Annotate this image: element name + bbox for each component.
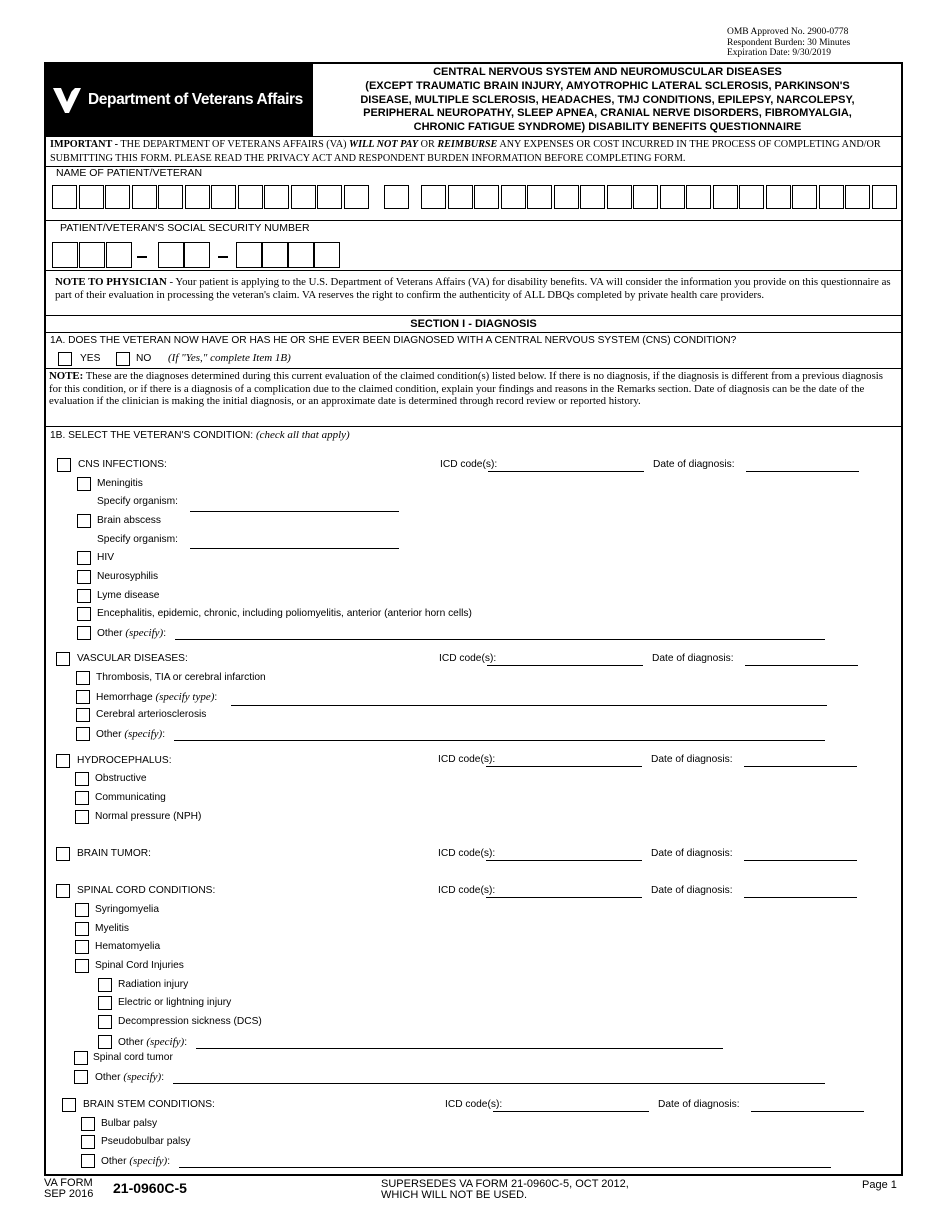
name-char-box[interactable] [79, 185, 104, 209]
name-char-box[interactable] [660, 185, 685, 209]
name-label: NAME OF PATIENT/VETERAN [56, 167, 203, 179]
va-form-label: VA FORM [44, 1177, 93, 1189]
colon: : [163, 628, 167, 639]
syringomyelia-checkbox[interactable] [75, 903, 89, 917]
myelitis-checkbox[interactable] [75, 922, 89, 936]
hydrocephalus-checkbox[interactable] [56, 754, 70, 768]
electric-checkbox[interactable] [98, 996, 112, 1010]
name-char-box[interactable] [501, 185, 526, 209]
vascular-date-label: Date of diagnosis: [652, 653, 734, 664]
hemorrhage-label [96, 691, 217, 703]
injuries-checkbox[interactable] [75, 959, 89, 973]
divider [46, 368, 901, 369]
hydro-icd-label: ICD code(s): [438, 754, 496, 765]
physician-note-lead: NOTE TO PHYSICIAN [55, 276, 167, 288]
supersedes-line-2: WHICH WILL NOT BE USED. [381, 1189, 528, 1201]
name-char-box[interactable] [474, 185, 499, 209]
abscess-organism-input[interactable] [190, 548, 399, 549]
specify-hint: (specify) [125, 627, 164, 639]
hydro-icd-input[interactable] [486, 766, 642, 767]
ssn-digit-box[interactable] [52, 242, 78, 268]
name-char-box[interactable] [105, 185, 130, 209]
other-text: Other [96, 729, 125, 740]
other-text: Other [101, 1156, 130, 1167]
specify-organism-label: Specify organism: [97, 534, 178, 545]
meningitis-checkbox[interactable] [77, 477, 91, 491]
name-char-box[interactable] [607, 185, 632, 209]
specify-hint: (specify) [124, 728, 163, 740]
encephalitis-checkbox[interactable] [77, 607, 91, 621]
specify-organism-label: Specify organism: [97, 496, 178, 507]
department-name: Department of Veterans Affairs [88, 91, 303, 108]
q1b-hint: (check all that apply) [255, 429, 350, 441]
specify-hint: (specify) [146, 1036, 185, 1048]
important-or: OR [418, 139, 438, 150]
name-char-box[interactable] [185, 185, 210, 209]
injuries-other-label [118, 1036, 187, 1048]
obstructive-checkbox[interactable] [75, 772, 89, 786]
vascular-checkbox[interactable] [56, 652, 70, 666]
physician-note [55, 276, 893, 301]
meningitis-label: Meningitis [97, 478, 143, 489]
spinal-other-input[interactable] [173, 1083, 825, 1084]
will-not-pay: WILL NOT PAY [349, 139, 419, 150]
brain-abscess-label: Brain abscess [97, 515, 161, 526]
spinal-icd-label: ICD code(s): [438, 885, 496, 896]
ssn-digit-box[interactable] [79, 242, 105, 268]
va-seal-icon [52, 86, 82, 114]
stem-date-input[interactable] [751, 1111, 864, 1112]
obstructive-label: Obstructive [95, 773, 147, 784]
va-logo-block [46, 64, 312, 136]
stem-icd-input[interactable] [493, 1111, 649, 1112]
tumor-icd-input[interactable] [486, 860, 642, 861]
name-char-box[interactable] [421, 185, 446, 209]
important-notice [50, 138, 898, 166]
vascular-other-label [96, 728, 165, 740]
header-divider [312, 64, 313, 136]
name-char-box[interactable] [132, 185, 157, 209]
hiv-label: HIV [97, 552, 114, 563]
ssn-label: PATIENT/VETERAN'S SOCIAL SECURITY NUMBER [60, 222, 310, 234]
name-char-box[interactable] [792, 185, 817, 209]
syringomyelia-label: Syringomyelia [95, 904, 159, 915]
form-number: 21-0960C-5 [113, 1180, 187, 1196]
name-char-box[interactable] [291, 185, 316, 209]
brain-stem-label: BRAIN STEM CONDITIONS: [83, 1099, 215, 1110]
stem-other-label [101, 1155, 170, 1167]
neurosyphilis-label: Neurosyphilis [97, 571, 159, 582]
ssn-digit-box[interactable] [314, 242, 340, 268]
stem-date-label: Date of diagnosis: [658, 1099, 740, 1110]
page-number: Page 1 [862, 1179, 897, 1191]
name-char-box[interactable] [211, 185, 236, 209]
footer-va-form [44, 1178, 93, 1200]
cns-icd-label: ICD code(s): [440, 459, 498, 470]
spinal-other-checkbox[interactable] [74, 1070, 88, 1084]
meningitis-organism-input[interactable] [190, 511, 399, 512]
stem-icd-label: ICD code(s): [445, 1099, 503, 1110]
divider [46, 332, 901, 333]
q1b-text: 1B. SELECT THE VETERAN'S CONDITION: [50, 430, 256, 441]
vascular-icd-label: ICD code(s): [439, 653, 497, 664]
cerebral-label: Cerebral arteriosclerosis [96, 709, 207, 720]
cns-date-label: Date of diagnosis: [653, 459, 735, 470]
nph-checkbox[interactable] [75, 810, 89, 824]
hemorrhage-text: Hemorrhage [96, 692, 156, 703]
no-checkbox[interactable] [116, 352, 130, 366]
cns-date-input[interactable] [746, 471, 859, 472]
form-title [316, 66, 899, 135]
spinal-date-input[interactable] [744, 897, 857, 898]
question-1b [50, 429, 350, 441]
supersedes-text [381, 1179, 629, 1201]
colon: : [214, 692, 218, 703]
name-char-box[interactable] [713, 185, 738, 209]
other-text: Other [95, 1072, 124, 1083]
hemorrhage-type-input[interactable] [231, 705, 827, 706]
brain-tumor-checkbox[interactable] [56, 847, 70, 861]
ssn-digit-box[interactable] [158, 242, 184, 268]
cns-infections-label: CNS INFECTIONS: [78, 459, 167, 470]
electric-label: Electric or lightning injury [118, 997, 232, 1008]
tumor-date-label: Date of diagnosis: [651, 848, 733, 859]
colon: : [162, 729, 166, 740]
ssn-digit-box[interactable] [288, 242, 314, 268]
ssn-dash [137, 256, 147, 258]
stem-other-checkbox[interactable] [81, 1154, 95, 1168]
title-line-5: CHRONIC FATIGUE SYNDROME) DISABILITY BENEFITS QUESTIONNAIRE [413, 121, 802, 134]
other-text: Other [97, 628, 126, 639]
vascular-other-checkbox[interactable] [76, 727, 90, 741]
name-char-box[interactable] [527, 185, 552, 209]
cns-other-checkbox[interactable] [77, 626, 91, 640]
injuries-other-input[interactable] [196, 1048, 723, 1049]
expiration-date: Expiration Date: 9/30/2019 [727, 48, 831, 58]
injuries-other-checkbox[interactable] [98, 1035, 112, 1049]
note-lead: NOTE: [49, 370, 84, 382]
name-char-box[interactable] [52, 185, 77, 209]
tumor-icd-label: ICD code(s): [438, 848, 496, 859]
spinal-checkbox[interactable] [56, 884, 70, 898]
other-text: Other [118, 1037, 147, 1048]
radiation-label: Radiation injury [118, 979, 189, 990]
cns-other-label [97, 627, 166, 639]
brain-abscess-checkbox[interactable] [77, 514, 91, 528]
hematomyelia-checkbox[interactable] [75, 940, 89, 954]
form-date: SEP 2016 [44, 1188, 94, 1200]
cerebral-checkbox[interactable] [76, 708, 90, 722]
reimburse: REIMBURSE [437, 139, 498, 150]
divider [46, 426, 901, 427]
neurosyphilis-checkbox[interactable] [77, 570, 91, 584]
thrombosis-checkbox[interactable] [76, 671, 90, 685]
sc-tumor-checkbox[interactable] [74, 1051, 88, 1065]
dcs-checkbox[interactable] [98, 1015, 112, 1029]
nph-label: Normal pressure (NPH) [95, 811, 202, 822]
yes-label: YES [80, 353, 101, 364]
encephalitis-label: Encephalitis, epidemic, chronic, including poliomyelitis, anterior (anterior horn cells) [97, 608, 472, 619]
name-char-box[interactable] [766, 185, 791, 209]
brain-stem-checkbox[interactable] [62, 1098, 76, 1112]
pseudobulbar-label: Pseudobulbar palsy [101, 1136, 191, 1147]
ssn-digit-box[interactable] [236, 242, 262, 268]
question-1a: 1A. DOES THE VETERAN NOW HAVE OR HAS HE OR SHE EVER BEEN DIAGNOSED WITH A CENTRAL NERVOUS SYSTEM (CNS) CONDITION? [50, 335, 737, 346]
divider [46, 315, 901, 316]
lyme-label: Lyme disease [97, 590, 160, 601]
name-char-box[interactable] [845, 185, 870, 209]
title-line-1: CENTRAL NERVOUS SYSTEM AND NEUROMUSCULAR DISEASES [433, 66, 782, 78]
hematomyelia-label: Hematomyelia [95, 941, 161, 952]
name-char-box[interactable] [686, 185, 711, 209]
spinal-label: SPINAL CORD CONDITIONS: [77, 885, 216, 896]
vascular-other-input[interactable] [174, 740, 825, 741]
spinal-other-label [95, 1071, 164, 1083]
hydro-date-input[interactable] [744, 766, 857, 767]
injuries-label: Spinal Cord Injuries [95, 960, 184, 971]
important-text-a: THE DEPARTMENT OF VETERANS AFFAIRS (VA) [118, 139, 350, 150]
divider [46, 136, 901, 137]
communicating-checkbox[interactable] [75, 791, 89, 805]
vascular-date-input[interactable] [745, 665, 858, 666]
specify-type-hint: (specify type) [155, 691, 215, 703]
omb-info [727, 27, 850, 59]
hemorrhage-checkbox[interactable] [76, 690, 90, 704]
hiv-checkbox[interactable] [77, 551, 91, 565]
cns-infections-checkbox[interactable] [57, 458, 71, 472]
name-char-box[interactable] [554, 185, 579, 209]
communicating-label: Communicating [95, 792, 166, 803]
thrombosis-label: Thrombosis, TIA or cerebral infarction [96, 672, 266, 683]
hydro-date-label: Date of diagnosis: [651, 754, 733, 765]
pseudobulbar-checkbox[interactable] [81, 1135, 95, 1149]
myelitis-label: Myelitis [95, 923, 129, 934]
section-title: SECTION I - DIAGNOSIS [410, 318, 537, 330]
yes-checkbox[interactable] [58, 352, 72, 366]
colon: : [184, 1037, 188, 1048]
dcs-label: Decompression sickness (DCS) [118, 1016, 262, 1027]
ssn-digit-box[interactable] [184, 242, 210, 268]
ssn-digit-box[interactable] [262, 242, 288, 268]
q1a-hint: (If "Yes," complete Item 1B) [168, 352, 291, 364]
divider [46, 220, 901, 221]
bulbar-checkbox[interactable] [81, 1117, 95, 1131]
note-text: These are the diagnoses determined during this current evaluation of the claimed condition(s) listed below. If there is no diagnosis, if the diagnosis is different from a previous diagnosis for this condition, or if there is a diagnosis of a complication due to the claimed condition, explain your findings and reasons in the Remarks section. Date of diagnosis can be the date of the evaluation if the clinician is making the initial diagnosis, or an approximate date is determined through record review or reported history. [49, 370, 883, 407]
title-line-3: DISEASE, MULTIPLE SCLEROSIS, HEADACHES, TMJ CONDITIONS, EPILEPSY, NARCOLEPSY, [360, 93, 855, 106]
diagnosis-note [49, 370, 897, 408]
name-char-box[interactable] [384, 185, 409, 209]
colon: : [167, 1156, 171, 1167]
tumor-date-input[interactable] [744, 860, 857, 861]
specify-hint: (specify) [129, 1155, 168, 1167]
omb-number: OMB Approved No. 2900-0778 [727, 27, 849, 37]
sc-tumor-label: Spinal cord tumor [93, 1052, 173, 1063]
name-char-box[interactable] [739, 185, 764, 209]
respondent-burden: Respondent Burden: 30 Minutes [727, 37, 851, 48]
title-line-2: (EXCEPT TRAUMATIC BRAIN INJURY, AMYOTROPHIC LATERAL SCLEROSIS, PARKINSON'S [365, 79, 850, 92]
name-char-box[interactable] [158, 185, 183, 209]
name-char-box[interactable] [344, 185, 369, 209]
title-line-4: PERIPHERAL NEUROPATHY, SLEEP APNEA, CRANIAL NERVE DISORDERS, FIBROMYALGIA, [363, 107, 852, 120]
important-text-b: ANY EXPENSES OR COST INCURRED IN THE PROCESS OF COMPLETING AND/OR SUBMITTING THIS FORM. PLEASE READ THE PRIVACY ACT AND RESPONDENT BURDEN INFORMATION BEFORE COMPLETING FORM. [50, 139, 881, 165]
name-char-box[interactable] [448, 185, 473, 209]
stem-other-input[interactable] [179, 1167, 831, 1168]
specify-hint: (specify) [123, 1071, 162, 1083]
spinal-icd-input[interactable] [486, 897, 642, 898]
ssn-digit-box[interactable] [106, 242, 132, 268]
name-char-box[interactable] [317, 185, 342, 209]
radiation-checkbox[interactable] [98, 978, 112, 992]
lyme-checkbox[interactable] [77, 589, 91, 603]
name-char-box[interactable] [238, 185, 263, 209]
cns-icd-input[interactable] [488, 471, 644, 472]
cns-other-input[interactable] [175, 639, 825, 640]
vascular-icd-input[interactable] [487, 665, 643, 666]
brain-tumor-label: BRAIN TUMOR: [77, 848, 151, 859]
vascular-label: VASCULAR DISEASES: [77, 653, 188, 664]
name-char-box[interactable] [819, 185, 844, 209]
name-char-box[interactable] [580, 185, 605, 209]
hydrocephalus-label: HYDROCEPHALUS: [77, 755, 172, 766]
divider [46, 270, 901, 271]
name-char-box[interactable] [633, 185, 658, 209]
important-lead: IMPORTANT - [50, 139, 119, 150]
colon: : [161, 1072, 165, 1083]
name-char-box[interactable] [872, 185, 897, 209]
name-char-box[interactable] [264, 185, 289, 209]
ssn-dash [218, 256, 228, 258]
spinal-date-label: Date of diagnosis: [651, 885, 733, 896]
no-label: NO [136, 353, 152, 364]
supersedes-line-1: SUPERSEDES VA FORM 21-0960C-5, OCT 2012, [381, 1178, 629, 1190]
bulbar-label: Bulbar palsy [101, 1118, 158, 1129]
physician-note-text: - Your patient is applying to the U.S. Department of Veterans Affairs (VA) for disability benefits. VA will consider the information you provide on this questionnaire as part of their evaluation in processing the veteran's claim. VA reserves the right to confirm the authenticity of ALL DBQs completed by private health care providers. [55, 276, 891, 301]
